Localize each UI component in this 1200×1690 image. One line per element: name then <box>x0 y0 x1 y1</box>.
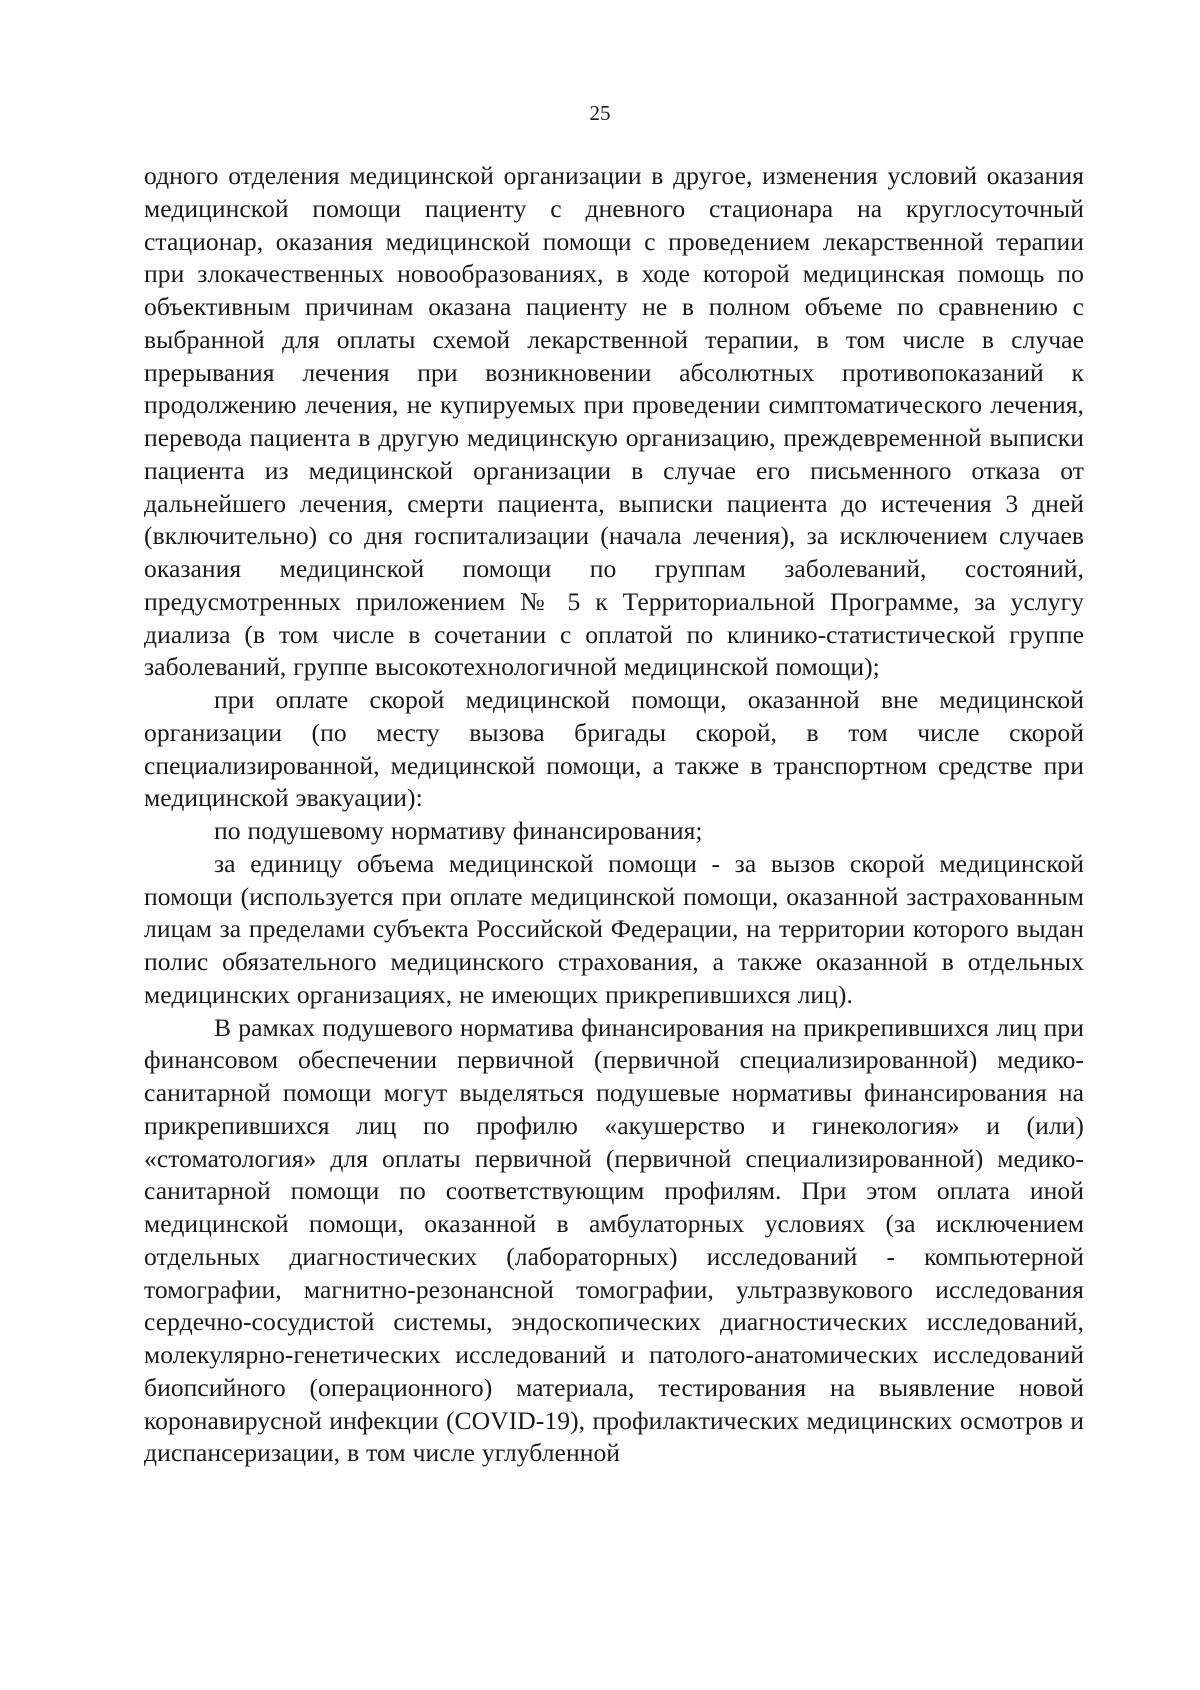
paragraph-per-call: за единицу объема медицинской помощи - за вызов скорой медицинской помощи (используется при оплате медицинской помощи, оказанной застрахованным лицам за пределами субъекта Российской Федерации, на территории которого выдан полис обязательного медицинского страхования, а также оказанной в отдельных медицинских организациях, не имеющих прикрепившихся лиц). <box>144 848 1084 1009</box>
paragraph-continuation: одного отделения медицинской организации в другое, изменения условий оказания медицинской помощи пациенту с дневного стационара на круглосуточный стационар, оказания медицинской помощи с проведением лекарственной терапии при злокачественных новообразованиях, в ходе которой медицинская помощь по объективным причинам оказана пациенту не в полном объеме по сравнению с выбранной для оплаты схемой лекарственной терапии, в том числе в случае прерывания лечения при возникновении абсолютных противопоказаний к продолжению лечения, не купируемых при проведении симптоматического лечения, перевода пациента в другую медицинскую организацию, преждевременной выписки пациента из медицинской организации в случае его письменного отказа от дальнейшего лечения, смерти пациента, выписки пациента до истечения 3 дней (включительно) со дня госпитализации (начала лечения), за исключением случаев оказания медицинской помощи по группам заболеваний, состояний, предусмотренных приложением № 5 к Территориальной Программе, за услугу диализа (в том числе в сочетании с оплатой по клинико-статистической группе заболеваний, группе высокотехнологичной медицинской помощи); <box>144 161 1084 682</box>
paragraph-ambulance-payment: при оплате скорой медицинской помощи, оказанной вне медицинской организации (по месту вызова бригады скорой, в том числе скорой специализированной, медицинской помощи, а также в транспортном средстве при медицинской эвакуации): <box>144 685 1084 813</box>
page-number: 25 <box>589 101 611 125</box>
paragraph-per-capita: по подушевому нормативу финансирования; <box>214 816 703 845</box>
paragraph-per-capita-framework: В рамках подушевого норматива финансирования на прикрепившихся лиц при финансовом обеспечении первичной (первичной специализированной) медико-санитарной помощи могут выделяться подушевые нормативы финансирования на прикрепившихся лиц по профилю «акушерство и гинекология» и (или) «стоматология» для оплаты первичной (первичной специализированной) медико-санитарной помощи по соответствующим профилям. При этом оплата иной медицинской помощи, оказанной в амбулаторных условиях (за исключением отдельных диагностических (лабораторных) исследований - компьютерной томографии, магнитно-резонансной томографии, ультразвукового исследования сердечно-сосудистой системы, эндоскопических диагностических исследований, молекулярно-генетических исследований и патолого-анатомических исследований биопсийного (операционного) материала, тестирования на выявление новой коронавирусной инфекции (COVID-19), профилактических медицинских осмотров и диспансеризации, в том числе углубленной <box>144 1012 1084 1468</box>
document-body <box>144 160 1084 1470</box>
